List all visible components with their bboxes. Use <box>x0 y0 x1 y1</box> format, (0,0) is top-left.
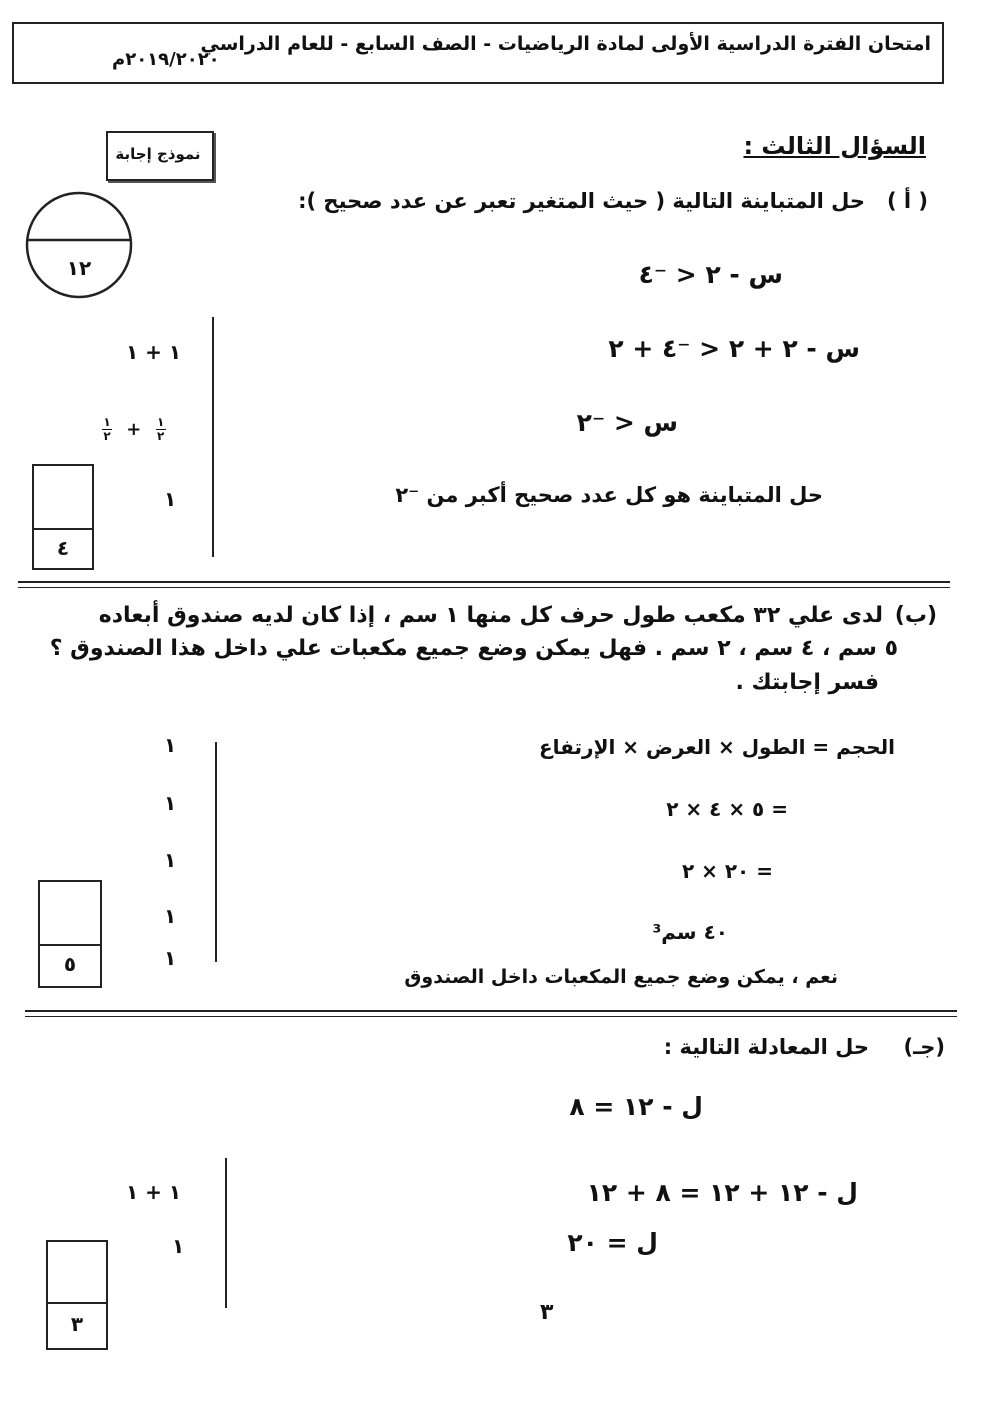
part-a-prompt: حل المتباينة التالية ( حيث المتغير تعبر عن عدد صحيح ): <box>298 189 865 213</box>
part-b-mark-2: ١ <box>164 791 177 815</box>
part-b-step-3: = ٢٠ × ٢ <box>681 859 773 883</box>
part-b-score-divider <box>38 944 102 946</box>
exam-title: امتحان الفترة الدراسية الأولى لمادة الرياضيات - الصف السابع - للعام الدراسي <box>200 33 931 55</box>
part-b-mark-5: ١ <box>164 946 177 970</box>
part-a-mark-1: ١ + ١ <box>126 340 182 364</box>
part-b-marks-divider <box>215 742 217 962</box>
part-b-step-2: = ٥ × ٤ × ٢ <box>666 797 788 821</box>
part-b-score: ٥ <box>63 952 77 976</box>
part-c-mark-2: ١ <box>172 1234 185 1258</box>
total-score-value: ١٢ <box>66 256 92 280</box>
part-c-mark-1: ١ + ١ <box>126 1180 182 1204</box>
part-a-step-3: س < ⁻٢ <box>576 408 678 437</box>
part-a-step-2: س - ٢ + ٢ < ⁻٤ + ٢ <box>608 334 860 363</box>
part-a-step-1: س - ٢ < ⁻٤ <box>638 260 783 289</box>
part-a-score: ٤ <box>56 536 70 560</box>
part-a-mark-3: ١ <box>164 487 177 511</box>
part-b-label: (ب) <box>894 603 937 628</box>
part-c-score-divider <box>46 1302 108 1304</box>
part-b-text-3: فسر إجابتك . <box>735 670 879 695</box>
part-c-prompt: حل المعادلة التالية : <box>663 1035 869 1059</box>
half-fraction-left: $\frac{١}{٢}$ <box>103 415 111 443</box>
part-c-marks-divider <box>225 1158 227 1308</box>
total-score-circle <box>24 190 134 300</box>
part-a-score-divider <box>32 528 94 530</box>
question-title: السؤال الثالث : <box>743 132 926 160</box>
part-a-mark-2: $\frac{١}{٢}$ + $\frac{١}{٢}$ <box>103 415 165 443</box>
part-a-label: ( أ ) <box>886 189 928 213</box>
page-number: ٣ <box>540 1300 554 1325</box>
part-a-marks-divider <box>212 317 214 557</box>
section-separator-2b <box>25 1016 957 1017</box>
model-answer-label: نموذج إجابة <box>115 145 201 163</box>
exam-year: ٢٠١٩/٢٠٢٠م <box>112 49 220 70</box>
part-b-step-1: الحجم = الطول × العرض × الإرتفاع <box>538 735 895 759</box>
part-c-score: ٣ <box>70 1312 84 1336</box>
part-b-text-2: ٥ سم ، ٤ سم ، ٢ سم . فهل يمكن وضع جميع مكعبات علي داخل هذا الصندوق ؟ <box>49 636 898 661</box>
part-a-conclusion: حل المتباينة هو كل عدد صحيح أكبر من ⁻٢ <box>395 483 823 507</box>
half-fraction-right: $\frac{١}{٢}$ <box>156 415 165 443</box>
section-separator-1b <box>18 587 950 588</box>
part-c-step-3: ل = ٢٠ <box>567 1228 658 1257</box>
part-b-mark-3: ١ <box>164 848 177 872</box>
section-separator-1 <box>18 581 950 583</box>
part-b-step-4: ٤٠ سم³ <box>652 920 728 944</box>
part-b-mark-1: ١ <box>164 733 177 757</box>
part-b-mark-4: ١ <box>164 904 177 928</box>
part-b-conclusion: نعم ، يمكن وضع جميع المكعبات داخل الصندوق <box>404 966 838 988</box>
part-c-step-2: ل - ١٢ + ١٢ = ٨ + ١٢ <box>586 1178 858 1207</box>
section-separator-2 <box>25 1010 957 1012</box>
part-b-text-1: لدى علي ٣٢ مكعب طول حرف كل منها ١ سم ، إذا كان لديه صندوق أبعاده <box>98 603 883 628</box>
part-c-label: (جـ) <box>903 1035 945 1059</box>
part-c-step-1: ل - ١٢ = ٨ <box>569 1092 703 1121</box>
